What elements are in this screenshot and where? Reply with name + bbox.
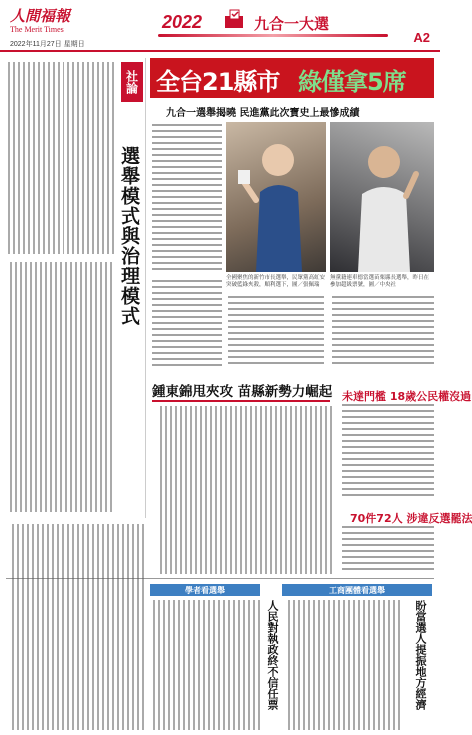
headline-subtitle: 九合一選舉揭曉 民進黨此次寶史上最慘成績 [166,108,360,119]
banner-swoosh [158,34,388,37]
photo-hsinchu-mayor [226,122,326,272]
election-title: 九合一大選 [254,15,330,33]
referendum-body [342,404,434,504]
election-year: 2022 [162,12,203,32]
logo-en: The Merit Times [10,25,64,34]
tag-scholars [150,584,260,596]
photo-caption-right: 無黨籍連車德當選苗栗縣長選舉，昨日在參加超級票號，圖／中央社 [330,275,430,288]
ballot-box-icon [222,9,246,29]
editorial-badge [121,62,143,102]
tag-business-label: 工商團體看選舉 [329,585,385,595]
masthead [0,0,440,52]
editorial-body-lower [8,262,112,512]
headline-main-green: 綠僅拿5席 [298,68,406,96]
people-distrust-body [282,600,400,730]
editorial-column [6,58,146,518]
referendum-title: 未達門檻 18歲公民權沒過 [342,390,472,403]
issue-date: 2022年11月27日 星期日 [10,41,85,48]
editorial-body-upper [8,62,114,254]
page-number: A2 [413,30,430,45]
photo-caption-left: 全國聚焦的新竹市長選舉，民眾黨高虹安突破藍綠夾殺，順利選下，圖／張佩瑞 [226,275,326,288]
headline-main-red: 全台21縣市 [156,68,280,96]
lead-article-body-right [332,296,434,372]
miaoli-article-title: 鍾東錦甩夾攻 苗縣新勢力崛起 [152,384,333,400]
scholars-body [150,600,260,730]
lead-article-body [152,124,222,274]
lead-article-body-cont [152,280,222,372]
violations-title: 70件72人 涉違反選罷法 [350,512,472,525]
miaoli-article-body [150,406,332,574]
photo-miaoli-magistrate [330,122,434,272]
editorial-badge-label: 社論 [124,70,139,94]
logo [10,8,106,34]
tag-scholars-label: 學者看選舉 [185,585,225,595]
editorial-title: 選舉模式與治理模式 [118,146,140,326]
tag-business [282,584,432,596]
logo-text: 人間福報 [10,7,71,25]
miaoli-title-underline [152,400,330,402]
lead-article-body-mid [228,296,324,372]
economy-title: 盼當選人提振地方經濟 [414,600,427,710]
left-lower-body [6,524,144,730]
people-distrust-title: 人民對執政終不信任票 [266,600,279,710]
election-banner [148,6,400,40]
violations-body [342,526,434,574]
